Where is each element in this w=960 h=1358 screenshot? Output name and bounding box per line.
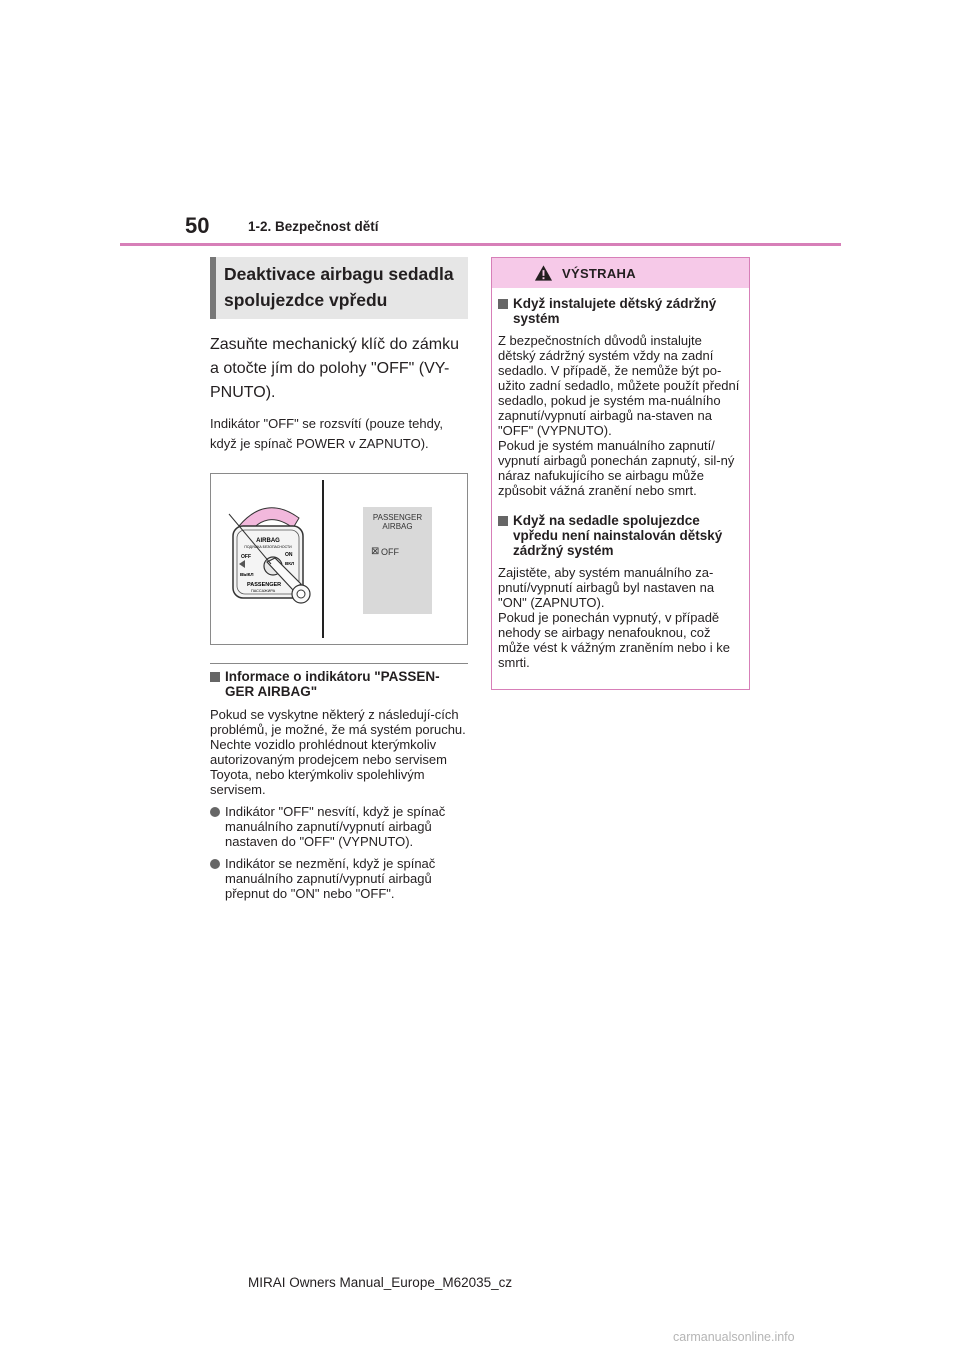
- subsection-divider: [210, 663, 468, 664]
- warning-text: Z bezpečnostních důvodů instalujte dětský zádržný systém vždy na zadní sedadlo. V případě, že nemůže být po-užito zadní sedadlo, můžete použít přední sedadlo, pokud je systém ma-nuálního zapnutí/vypnutí airbagů na-staven na "OFF" (VYPNUTO).: [498, 333, 740, 438]
- warning-title: VÝSTRAHA: [562, 266, 636, 281]
- section-heading: Deaktivace airbagu sedadla spolujezdce vpředu: [210, 257, 468, 319]
- list-item-text: Indikátor se nezmění, když je spínač manuálního zapnutí/vypnutí airbagů přepnut do "ON" nebo "OFF".: [225, 856, 436, 901]
- switch-label-off-ru: ВЫКЛ: [240, 572, 254, 577]
- switch-label-passenger: PASSENGER: [247, 582, 282, 588]
- warning-triangle-icon: [534, 264, 553, 282]
- square-bullet-icon: [498, 516, 508, 526]
- airbag-switch-figure: [210, 473, 468, 645]
- watermark: carmanualsonline.info: [673, 1330, 795, 1344]
- airbag-off-icon: ⊠: [371, 546, 380, 557]
- warning-text: Pokud je systém manuálního zapnutí/ vypnutí airbagů ponechán zapnutý, sil-ný náraz nafukujícího se airbagu může způsobit vážná zranění nebo smrt.: [498, 438, 735, 498]
- key-switch-illustration: [211, 474, 321, 642]
- square-bullet-icon: [498, 299, 508, 309]
- switch-label-passenger-ru: ПАССАЖИРА: [251, 589, 276, 593]
- warning-text: Zajistěte, aby systém manuálního za-pnutí/vypnutí airbagů byl nastaven na "ON" (ZAPNUTO).: [498, 565, 715, 610]
- warning-subheading: [498, 513, 741, 558]
- round-bullet-icon: [210, 859, 220, 869]
- left-column: [210, 257, 468, 901]
- info-heading-text: Informace o indikátoru "PASSEN-GER AIRBAG": [225, 669, 440, 699]
- passenger-airbag-indicator: [363, 507, 432, 614]
- warning-subheading-text: Když na sedadle spolujezdce vpředu není nainstalován dětský zádržný systém: [513, 513, 723, 558]
- indicator-off-text: OFF: [381, 547, 399, 557]
- indicator-note: Indikátor "OFF" se rozsvítí (pouze tehdy, když je spínač POWER v ZAPNUTO).: [210, 416, 443, 451]
- list-item: [210, 856, 468, 901]
- page-number: 50: [185, 213, 210, 238]
- switch-label-on-ru: ВКЛ: [285, 561, 295, 566]
- warning-text: Pokud je ponechán vypnutý, v případě nehody se airbagy nenafouknou, což může vést k vážným zraněním nebo i ke smrti.: [498, 610, 730, 670]
- section-title: 1-2. Bezpečnost dětí: [248, 219, 379, 234]
- switch-label-airbag-ru: ПОДУШКА БЕЗОПАСНОСТИ: [244, 545, 292, 549]
- instruction-text: Zasuňte mechanický klíč do zámku a otočte jím do polohy "OFF" (VY-PNUTO).: [210, 336, 459, 401]
- warning-subheading: [498, 296, 741, 326]
- info-text: Pokud se vyskytne některý z následují-cích problémů, je možné, že má systém poruchu. Nechte vozidlo prohlédnout kterýmkoliv autorizovaným prodejcem nebo servisem Toyota, nebo kterýmkoliv spolehlivým servisem.: [210, 707, 466, 797]
- indicator-label-passenger: PASSENGER: [372, 513, 423, 522]
- warning-box: [491, 257, 750, 690]
- switch-label-off: OFF: [241, 554, 251, 560]
- indicator-label-airbag: AIRBAG: [382, 522, 413, 531]
- header-divider: [120, 243, 841, 246]
- figure-divider: [322, 480, 324, 638]
- warning-header: [492, 258, 749, 288]
- warning-body: [492, 288, 749, 670]
- switch-label-on: ON: [285, 552, 293, 558]
- footer-text: MIRAI Owners Manual_Europe_M62035_cz: [248, 1275, 513, 1290]
- switch-label-airbag: AIRBAG: [256, 538, 280, 544]
- round-bullet-icon: [210, 807, 220, 817]
- list-item: [210, 804, 468, 849]
- square-bullet-icon: [210, 672, 220, 682]
- info-heading: [210, 669, 468, 699]
- list-item-text: Indikátor "OFF" nesvítí, když je spínač manuálního zapnutí/vypnutí airbagů nastaven do "OFF" (VYPNUTO).: [225, 804, 446, 849]
- warning-subheading-text: Když instalujete dětský zádržný systém: [513, 296, 717, 326]
